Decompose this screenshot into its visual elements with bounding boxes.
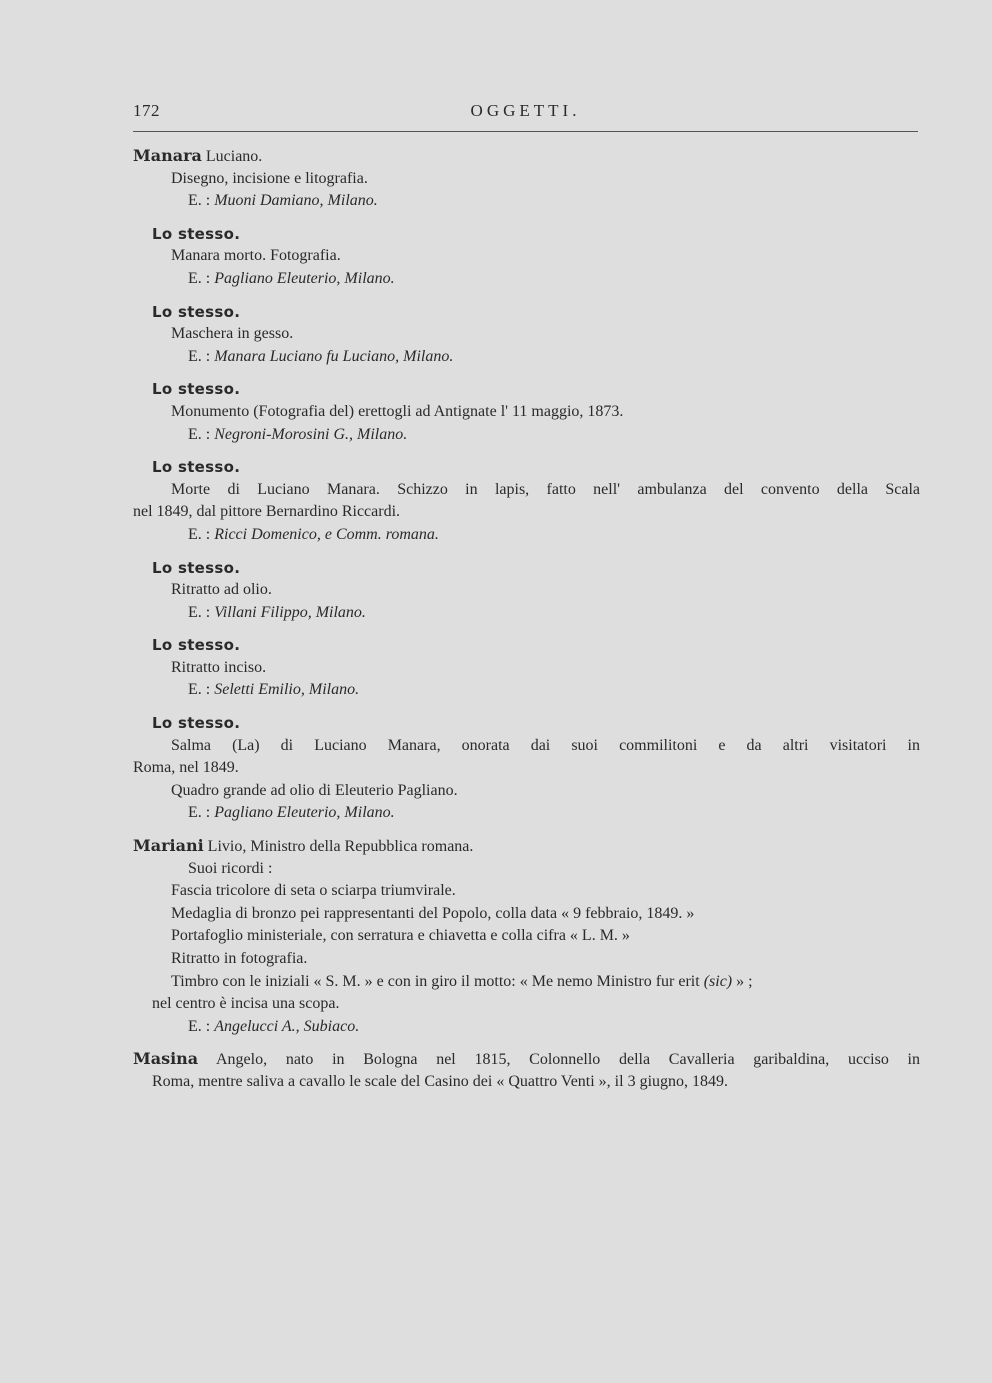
entry-item: Ritratto in fotografia.	[171, 950, 308, 967]
entry-lo-stesso-7	[133, 712, 920, 825]
entry-heading: Lo stesso.	[152, 558, 241, 577]
entry-name: Manara	[133, 146, 202, 165]
entry-heading: Lo stesso.	[152, 458, 241, 477]
entry-description-cont: Roma, mentre saliva a cavallo le scale del Casino dei « Quattro Venti », il 3 giugno, 1849.	[152, 1072, 729, 1090]
entry-description: Maschera in gesso.	[171, 325, 294, 343]
entry-lo-stesso-3	[133, 378, 920, 446]
entry-donor: E. : Villani Filippo, Milano.	[188, 603, 366, 621]
running-head	[133, 101, 918, 129]
entry-name: Mariani	[133, 836, 204, 856]
entry-name: Masina	[133, 1049, 199, 1069]
entry-heading: Lo stesso.	[152, 636, 241, 655]
entry-lo-stesso-6	[133, 634, 920, 702]
entry-subheading: Suoi ricordi :	[188, 859, 273, 877]
entry-heading: Lo stesso.	[152, 224, 241, 243]
entry-donor: E. : Pagliano Eleuterio, Milano.	[188, 269, 395, 287]
entry-description-cont: nel 1849, dal pittore Bernardino Riccardi.	[133, 503, 401, 521]
entry-donor: E. : Manara Luciano fu Luciano, Milano.	[188, 347, 454, 365]
entry-description: Morte di Luciano Manara. Schizzo in lapis, fatto nell' ambulanza del convento della Scala	[171, 480, 920, 498]
entry-masina	[133, 1048, 920, 1093]
entry-description: Monumento (Fotografia del) erettogli ad Antignate l' 11 maggio, 1873.	[171, 402, 624, 420]
entry-description: Salma (La) di Luciano Manara, onorata dai suoi commilitoni e da altri visitatori in	[171, 736, 920, 754]
entry-lo-stesso-2	[133, 301, 920, 369]
entry-description: Ritratto inciso.	[171, 658, 267, 676]
entry-item: Portafoglio ministeriale, con serratura e chiavetta e colla cifra « L. M. »	[171, 927, 630, 945]
entry-heading: Lo stesso.	[152, 714, 241, 733]
entry-donor: E. : Seletti Emilio, Milano.	[188, 681, 360, 699]
entry-heading: Lo stesso.	[152, 302, 241, 321]
entry-mariani	[133, 835, 920, 1038]
entry-description: Disegno, incisione e litografia.	[171, 169, 368, 187]
entry-donor: E. : Angelucci A., Subiaco.	[188, 1017, 360, 1035]
entry-item: Fascia tricolore di seta o sciarpa triumvirale.	[171, 882, 456, 900]
entry-lo-stesso-1	[133, 223, 920, 291]
entry-name-rest: Angelo, nato in Bologna nel 1815, Colonnello della Cavalleria garibaldina, ucciso in	[198, 1051, 920, 1069]
entry-donor: E. : Muoni Damiano, Milano.	[188, 192, 378, 210]
entry-description-cont: Roma, nel 1849.	[133, 759, 239, 777]
entry-lo-stesso-5	[133, 557, 920, 625]
entry-description: Ritratto ad olio.	[171, 581, 272, 599]
entry-donor: E. : Ricci Domenico, e Comm. romana.	[188, 525, 439, 543]
entry-donor: E. : Pagliano Eleuterio, Milano.	[188, 804, 395, 822]
entry-item: Timbro con le iniziali « S. M. » e con in giro il motto: « Me nemo Ministro fur erit (sic) » ;	[171, 972, 753, 990]
entry-manara	[133, 145, 920, 213]
entry-name-rest: Livio, Ministro della Repubblica romana.	[203, 838, 474, 856]
page-number: 172	[133, 101, 160, 120]
catalog-content	[133, 145, 920, 1094]
entry-item-cont: nel centro è incisa una scopa.	[152, 995, 340, 1013]
entry-name-rest: Luciano.	[201, 148, 263, 165]
running-title: OGGETTI.	[470, 101, 581, 120]
entry-item: Medaglia di bronzo pei rappresentanti del Popolo, colla data « 9 febbraio, 1849. »	[171, 904, 695, 922]
entry-description: Manara morto. Fotografia.	[171, 247, 341, 265]
entry-donor: E. : Negroni-Morosini G., Milano.	[188, 425, 408, 443]
entry-heading: Lo stesso.	[152, 380, 241, 399]
entry-lo-stesso-4	[133, 456, 920, 546]
header-rule	[133, 131, 918, 132]
entry-description-2: Quadro grande ad olio di Eleuterio Pagliano.	[171, 781, 458, 799]
